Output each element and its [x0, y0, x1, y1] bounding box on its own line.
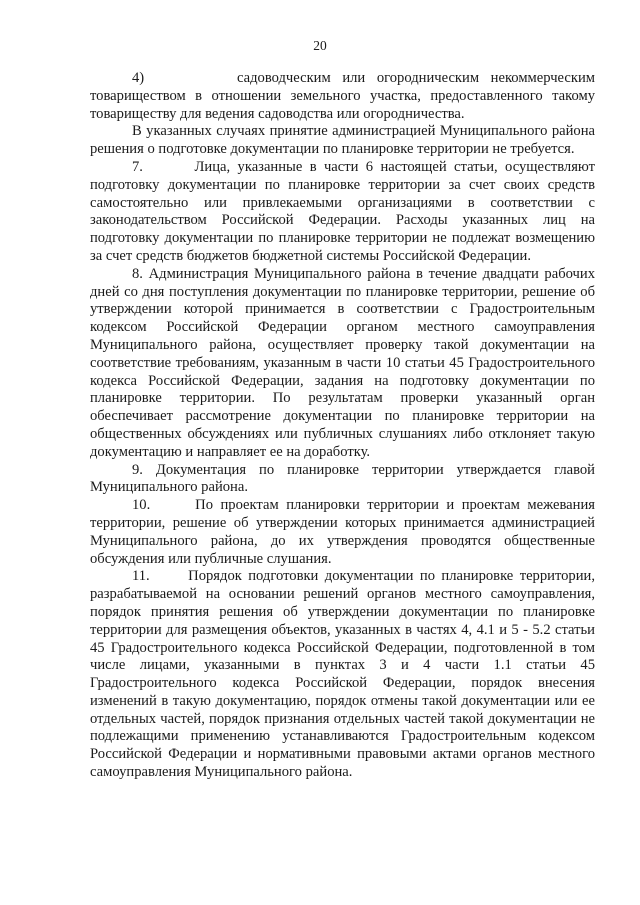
- paragraph-clause-8: 8. Администрация Муниципального района в течение двадцати рабочих дней со дня поступления документации по планировке территории, решение об утверждении которой принимается в соответствии с Градостроительным кодексом Российской Федерации органом местного самоуправления Муниципального района, осуществляет проверку такой документации на соответствие требованиям, указанным в части 10 статьи 45 Градостроительного кодекса Российской Федерации, задания на подготовку документации по планировке территории. По результатам проверки указанный орган обеспечивает рассмотрение документации по планировке территории на общественных обсуждениях или публичных слушаниях либо отклоняет такую документацию и направляет ее на доработку.: [90, 265, 595, 460]
- paragraph-clause-9: 9. Документация по планировке территории утверждается главой Муниципального района.: [90, 461, 595, 496]
- paragraph-clause-7: 7. Лица, указанные в части 6 настоящей статьи, осуществляют подготовку документации по планировке территории за счет своих средств самостоятельно или привлекаемыми организациями в соответствии с законодательством Российской Федерации. Расходы указанных лиц на подготовку документации по планировке территории не подлежат возмещению за счет средств бюджетов бюджетной системы Российской Федерации.: [90, 158, 595, 264]
- paragraph-clause-11: 11. Порядок подготовки документации по планировке территории, разрабатываемой на основании решений органов местного самоуправления, порядок принятия решения об утверждении документации по планировке территории для размещения объектов, указанных в частях 4, 4.1 и 5 - 5.2 статьи 45 Градостроительного кодекса Российской Федерации, подготовленной в том числе лицами, указанными в пунктах 3 и 4 части 1.1 статьи 45 Градостроительного кодекса Российской Федерации, порядок внесения изменений в такую документацию, порядок отмены такой документации или ее отдельных частей, порядок признания отдельных частей такой документации не подлежащими применению устанавливаются Градостроительным кодексом Российской Федерации и нормативными правовыми актами органов местного самоуправления Муниципального района.: [90, 568, 595, 781]
- document-body: [90, 70, 595, 782]
- paragraph-note: В указанных случаях принятие администрацией Муниципального района решения о подготовке документации по планировке территории не требуется.: [90, 123, 595, 158]
- page-number: 20: [313, 38, 327, 53]
- paragraph-item-4: 4) садоводческим или огородническим некоммерческим товариществом в отношении земельного участка, предоставленного такому товариществу для ведения садоводства или огородничества.: [90, 70, 595, 122]
- paragraph-clause-10: 10. По проектам планировки территории и проектам межевания территории, решение об утверждении которых принимается администрацией Муниципального района, до их утверждения проводятся общественные обсуждения или публичные слушания.: [90, 497, 595, 567]
